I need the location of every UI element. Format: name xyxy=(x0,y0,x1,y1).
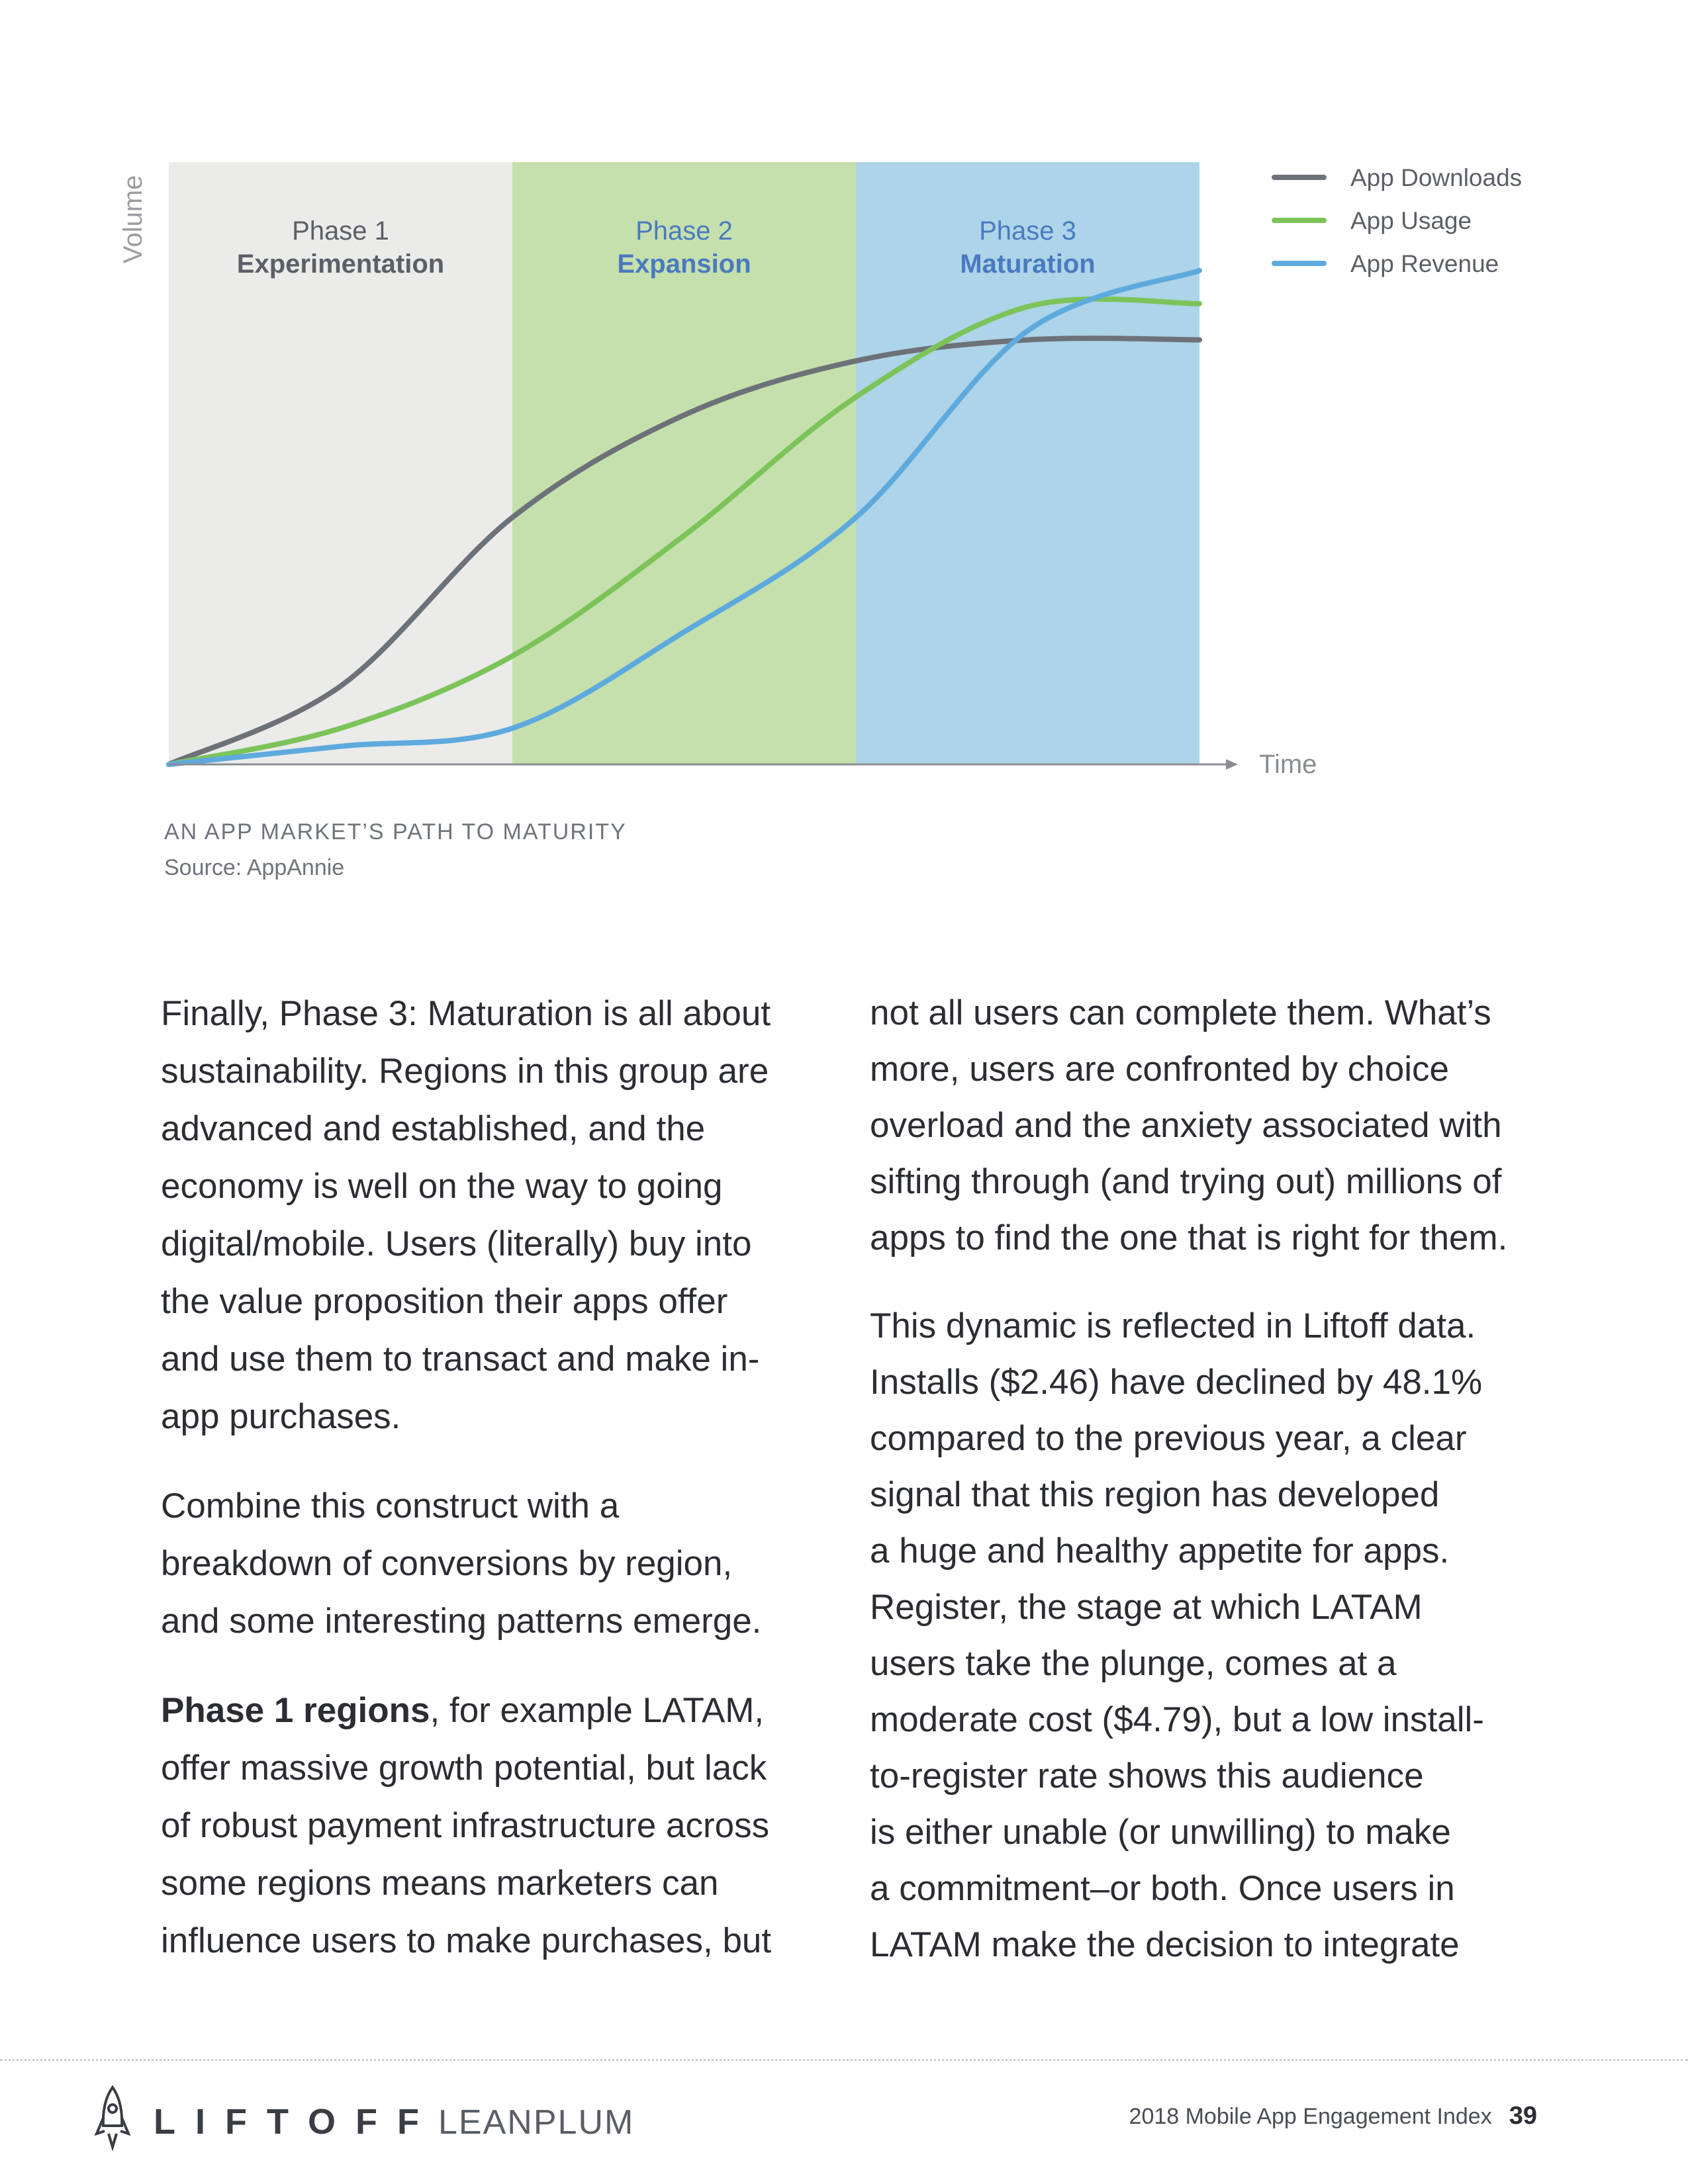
text-line: is either unable (or unwilling) to make xyxy=(870,1813,1451,1852)
text-line: Register, the stage at which LATAM xyxy=(870,1588,1423,1627)
text-line: users take the plunge, comes at a xyxy=(870,1644,1397,1683)
body-column-left xyxy=(161,985,823,2001)
chart-caption-source: Source: AppAnnie xyxy=(164,855,345,880)
text-line: the value proposition their apps offer xyxy=(161,1282,728,1321)
text-line: LATAM make the decision to integrate xyxy=(870,1925,1460,1964)
left-paragraph-2 xyxy=(161,1477,823,1650)
text-line: This dynamic is reflected in Liftoff data. xyxy=(870,1306,1476,1345)
text-line: economy is well on the way to going xyxy=(161,1167,723,1206)
left-paragraph-3 xyxy=(161,1682,823,1970)
text-line: and some interesting patterns emerge. xyxy=(161,1602,762,1641)
phase-name-1: Experimentation xyxy=(236,250,445,279)
text-line: a huge and healthy appetite for apps. xyxy=(870,1531,1450,1570)
phase-name-2: Expansion xyxy=(617,250,751,279)
rocket-icon xyxy=(97,2087,128,2147)
text-line: more, users are confronted by choice xyxy=(870,1050,1449,1089)
text-line: of robust payment infrastructure across xyxy=(161,1806,770,1845)
maturity-chart xyxy=(0,0,1688,794)
footer-divider xyxy=(0,2059,1688,2061)
page-number: 39 xyxy=(1509,2102,1537,2130)
y-axis-label: Volume xyxy=(118,175,148,263)
phase-label-3: Phase 3 xyxy=(979,216,1076,246)
footer-report-info xyxy=(1129,2102,1537,2130)
text-line: some regions means marketers can xyxy=(161,1864,719,1903)
body-column-right xyxy=(870,985,1532,2005)
left-paragraph-3-first-line xyxy=(161,1682,823,1739)
text-line: compared to the previous year, a clear xyxy=(870,1419,1467,1458)
left-paragraph-1 xyxy=(161,985,823,1445)
text-line: breakdown of conversions by region, xyxy=(161,1544,733,1583)
phase-label-1: Phase 1 xyxy=(292,216,389,246)
text-line: Finally, Phase 3: Maturation is all about xyxy=(161,994,771,1033)
chart-caption-title: AN APP MARKET’S PATH TO MATURITY xyxy=(164,819,627,844)
text-line: a commitment–or both. Once users in xyxy=(870,1869,1455,1908)
right-paragraph-2 xyxy=(870,1298,1532,1973)
phase-1-regions-bold: Phase 1 regions xyxy=(161,1691,430,1730)
text-line: app purchases. xyxy=(161,1397,401,1436)
leanplum-wordmark: LEANPLUM xyxy=(438,2103,635,2142)
text-line: overload and the anxiety associated with xyxy=(870,1106,1502,1145)
footer-report-title: 2018 Mobile App Engagement Index xyxy=(1129,2104,1492,2129)
legend-label-3: App Revenue xyxy=(1350,250,1499,277)
text-line: advanced and established, and the xyxy=(161,1109,706,1148)
text-line: digital/mobile. Users (literally) buy into xyxy=(161,1224,752,1263)
phase-label-2: Phase 2 xyxy=(635,216,733,246)
liftoff-wordmark: LIFTOFF xyxy=(154,2102,439,2142)
text-line: Combine this construct with a xyxy=(161,1486,620,1525)
text-line: and use them to transact and make in- xyxy=(161,1340,760,1379)
text-line: not all users can complete them. What’s xyxy=(870,993,1491,1032)
text-line: sifting through (and trying out) millions of xyxy=(870,1162,1502,1201)
x-axis-arrow xyxy=(1226,759,1238,770)
text-line: offer massive growth potential, but lack xyxy=(161,1749,767,1788)
legend-label-1: App Downloads xyxy=(1350,164,1523,191)
chart-legend xyxy=(1274,164,1522,277)
text-line: apps to find the one that is right for them. xyxy=(870,1218,1508,1257)
legend-label-2: App Usage xyxy=(1350,207,1472,234)
footer-logos xyxy=(0,2078,728,2158)
text-line: Installs ($2.46) have declined by 48.1% xyxy=(870,1363,1483,1402)
x-axis-label: Time xyxy=(1259,750,1317,779)
text-line: to-register rate shows this audience xyxy=(870,1756,1424,1796)
left-paragraph-3-first-rest: , for example LATAM, xyxy=(430,1691,765,1730)
text-line: influence users to make purchases, but xyxy=(161,1921,772,1960)
text-line: sustainability. Regions in this group are xyxy=(161,1052,769,1091)
right-paragraph-1 xyxy=(870,985,1532,1266)
text-line: signal that this region has developed xyxy=(870,1475,1440,1514)
text-line: moderate cost ($4.79), but a low install- xyxy=(870,1700,1484,1739)
phase-name-3: Maturation xyxy=(960,250,1096,279)
